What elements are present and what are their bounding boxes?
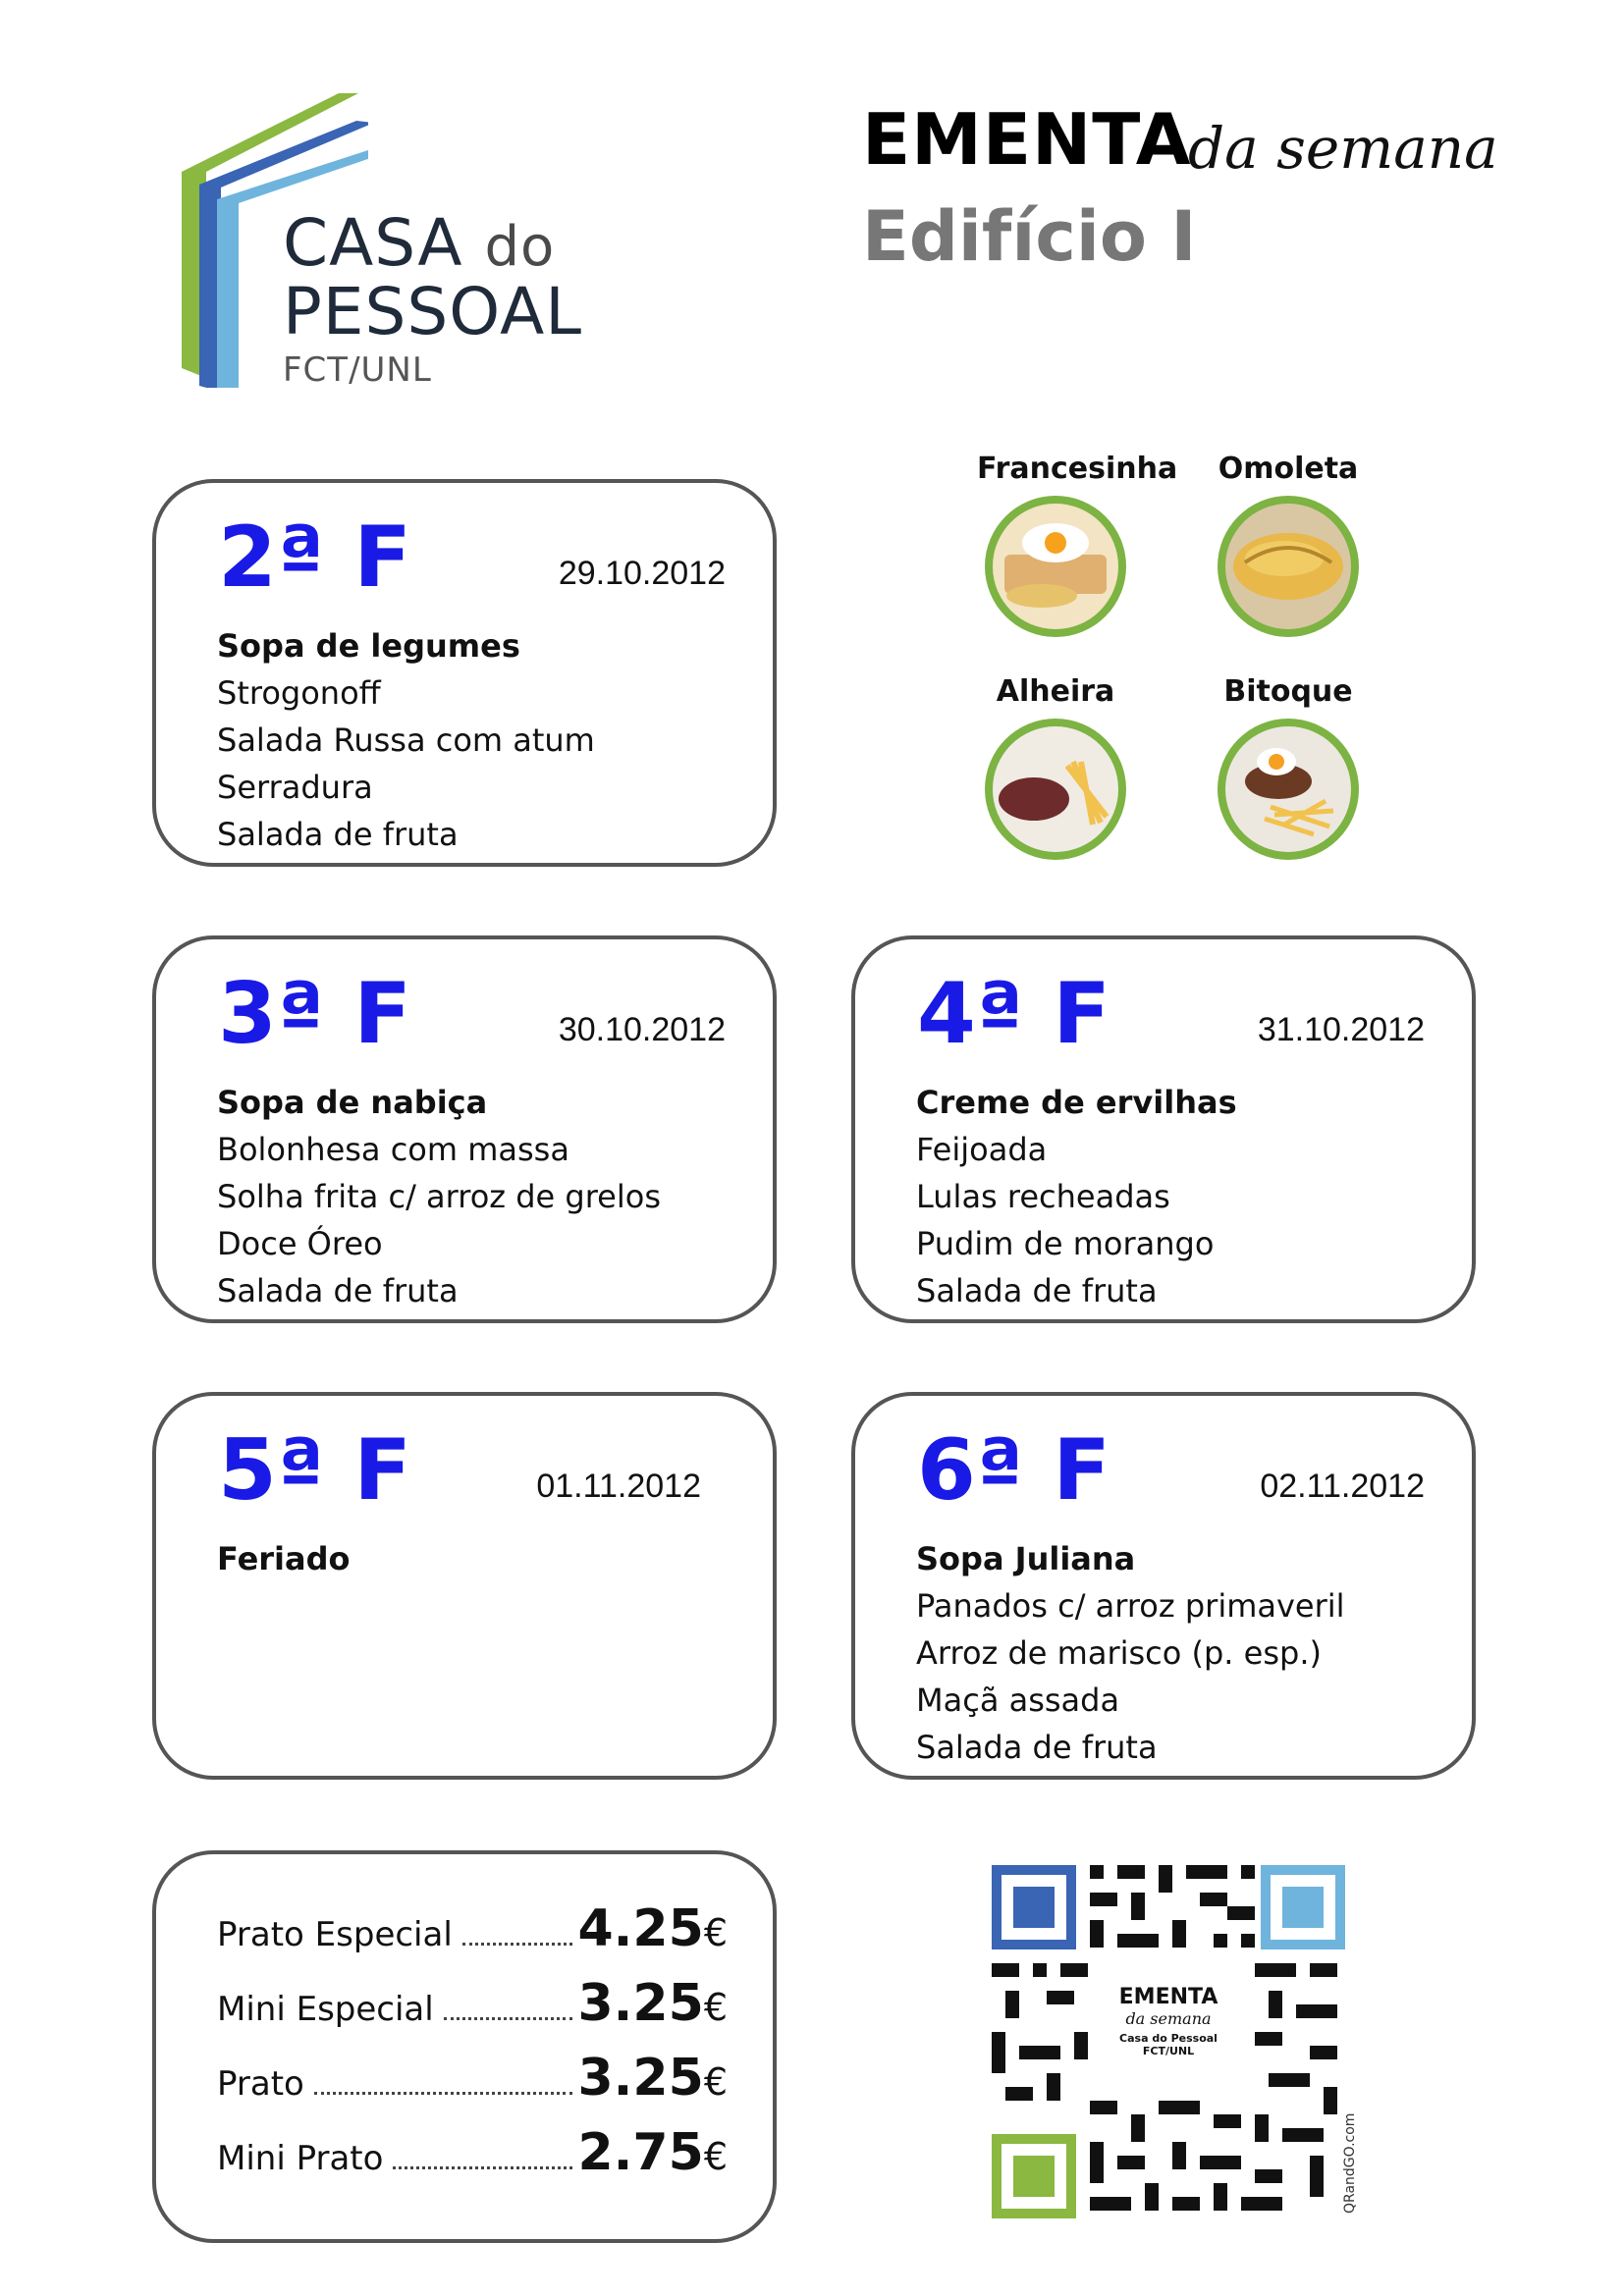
menu-item: Solha frita c/ arroz de grelos: [217, 1178, 661, 1215]
day-card-friday: [851, 1392, 1476, 1780]
day-date: 30.10.2012: [558, 1011, 726, 1048]
bitoque-photo-icon: [1216, 717, 1361, 862]
special-francesinha: [977, 452, 1178, 639]
menu-item: Doce Óreo: [217, 1225, 383, 1262]
alheira-photo-icon: [983, 717, 1128, 862]
menu-item: Salada de fruta: [916, 1272, 1158, 1309]
menu-item: Salada de fruta: [217, 816, 459, 853]
qr-caption: QRandGO.com: [1342, 2112, 1358, 2214]
menu-item: Salada de fruta: [217, 1272, 459, 1309]
day-card-tuesday: [152, 935, 777, 1323]
soup-item: Sopa de legumes: [217, 627, 520, 665]
price-row: [217, 2049, 728, 2117]
price-value: 3.25€: [577, 1974, 728, 2033]
menu-item: Lulas recheadas: [916, 1178, 1170, 1215]
qr-code[interactable]: [992, 1865, 1345, 2218]
day-label: 6ª F: [917, 1421, 1111, 1520]
day-label: 4ª F: [917, 965, 1111, 1063]
dot-leader: [314, 2092, 572, 2095]
page-title: EMENTA: [862, 98, 1192, 181]
menu-item: Pudim de morango: [916, 1225, 1215, 1262]
menu-item: Panados c/ arroz primaveril: [916, 1587, 1345, 1625]
special-label: Alheira: [996, 674, 1115, 709]
day-date: 31.10.2012: [1257, 1011, 1425, 1048]
menu-item: Salada Russa com atum: [217, 721, 595, 759]
dot-leader: [393, 2166, 571, 2169]
day-date: 29.10.2012: [558, 555, 726, 592]
day-date: 01.11.2012: [536, 1468, 701, 1505]
price-value: 3.25€: [577, 2049, 728, 2108]
day-label: 2ª F: [218, 508, 412, 607]
price-name: Prato Especial: [217, 1915, 453, 1954]
menu-list: [916, 1535, 1345, 1771]
qr-center-label: EMENTA da semana Casa do Pessoal FCT/UNL: [1118, 1985, 1218, 2057]
special-label: Francesinha: [977, 452, 1178, 486]
price-row: [217, 1974, 728, 2043]
logo-fct-text: FCT/UNL: [283, 350, 432, 390]
price-value: 4.25€: [577, 1899, 728, 1958]
dot-leader: [462, 1943, 572, 1946]
holiday-label: Feriado: [217, 1540, 351, 1577]
menu-item: Maçã assada: [916, 1682, 1120, 1719]
special-bitoque: [1210, 674, 1367, 862]
special-label: Omoleta: [1218, 452, 1359, 486]
special-omoleta: [1210, 452, 1367, 639]
menu-list: [217, 622, 595, 858]
menu-list: [217, 1535, 351, 1582]
price-name: Mini Prato: [217, 2139, 384, 2178]
day-date: 02.11.2012: [1260, 1468, 1425, 1505]
special-label: Bitoque: [1223, 674, 1353, 709]
dot-leader: [444, 2017, 572, 2020]
menu-list: [217, 1079, 661, 1314]
menu-item: Strogonoff: [217, 674, 381, 712]
soup-item: Sopa de nabiça: [217, 1084, 488, 1121]
price-row: [217, 1899, 728, 1968]
price-name: Mini Especial: [217, 1990, 434, 2029]
menu-item: Salada de fruta: [916, 1729, 1158, 1766]
menu-item: Serradura: [217, 769, 373, 806]
day-card-monday: [152, 479, 777, 867]
francesinha-photo-icon: [983, 494, 1128, 639]
day-card-wednesday: [851, 935, 1476, 1323]
page-title-subtitle: da semana: [1188, 115, 1498, 182]
price-row: [217, 2123, 728, 2192]
day-label: 3ª F: [218, 965, 412, 1063]
soup-item: Sopa Juliana: [916, 1540, 1136, 1577]
special-alheira: [977, 674, 1134, 862]
building-name: Edifício I: [862, 196, 1197, 277]
casa-do-pessoal-logo: [172, 93, 584, 398]
menu-item: Arroz de marisco (p. esp.): [916, 1634, 1322, 1672]
logo-casa-text: CASA do: [283, 205, 556, 281]
menu-item: Feijoada: [916, 1131, 1048, 1168]
day-label: 5ª F: [218, 1421, 412, 1520]
price-name: Prato: [217, 2064, 304, 2104]
omelette-photo-icon: [1216, 494, 1361, 639]
day-card-thursday: [152, 1392, 777, 1780]
menu-item: Bolonhesa com massa: [217, 1131, 569, 1168]
soup-item: Creme de ervilhas: [916, 1084, 1237, 1121]
menu-list: [916, 1079, 1237, 1314]
price-list: [152, 1850, 777, 2243]
logo-pessoal-text: PESSOAL: [283, 274, 582, 349]
price-value: 2.75€: [577, 2123, 728, 2182]
